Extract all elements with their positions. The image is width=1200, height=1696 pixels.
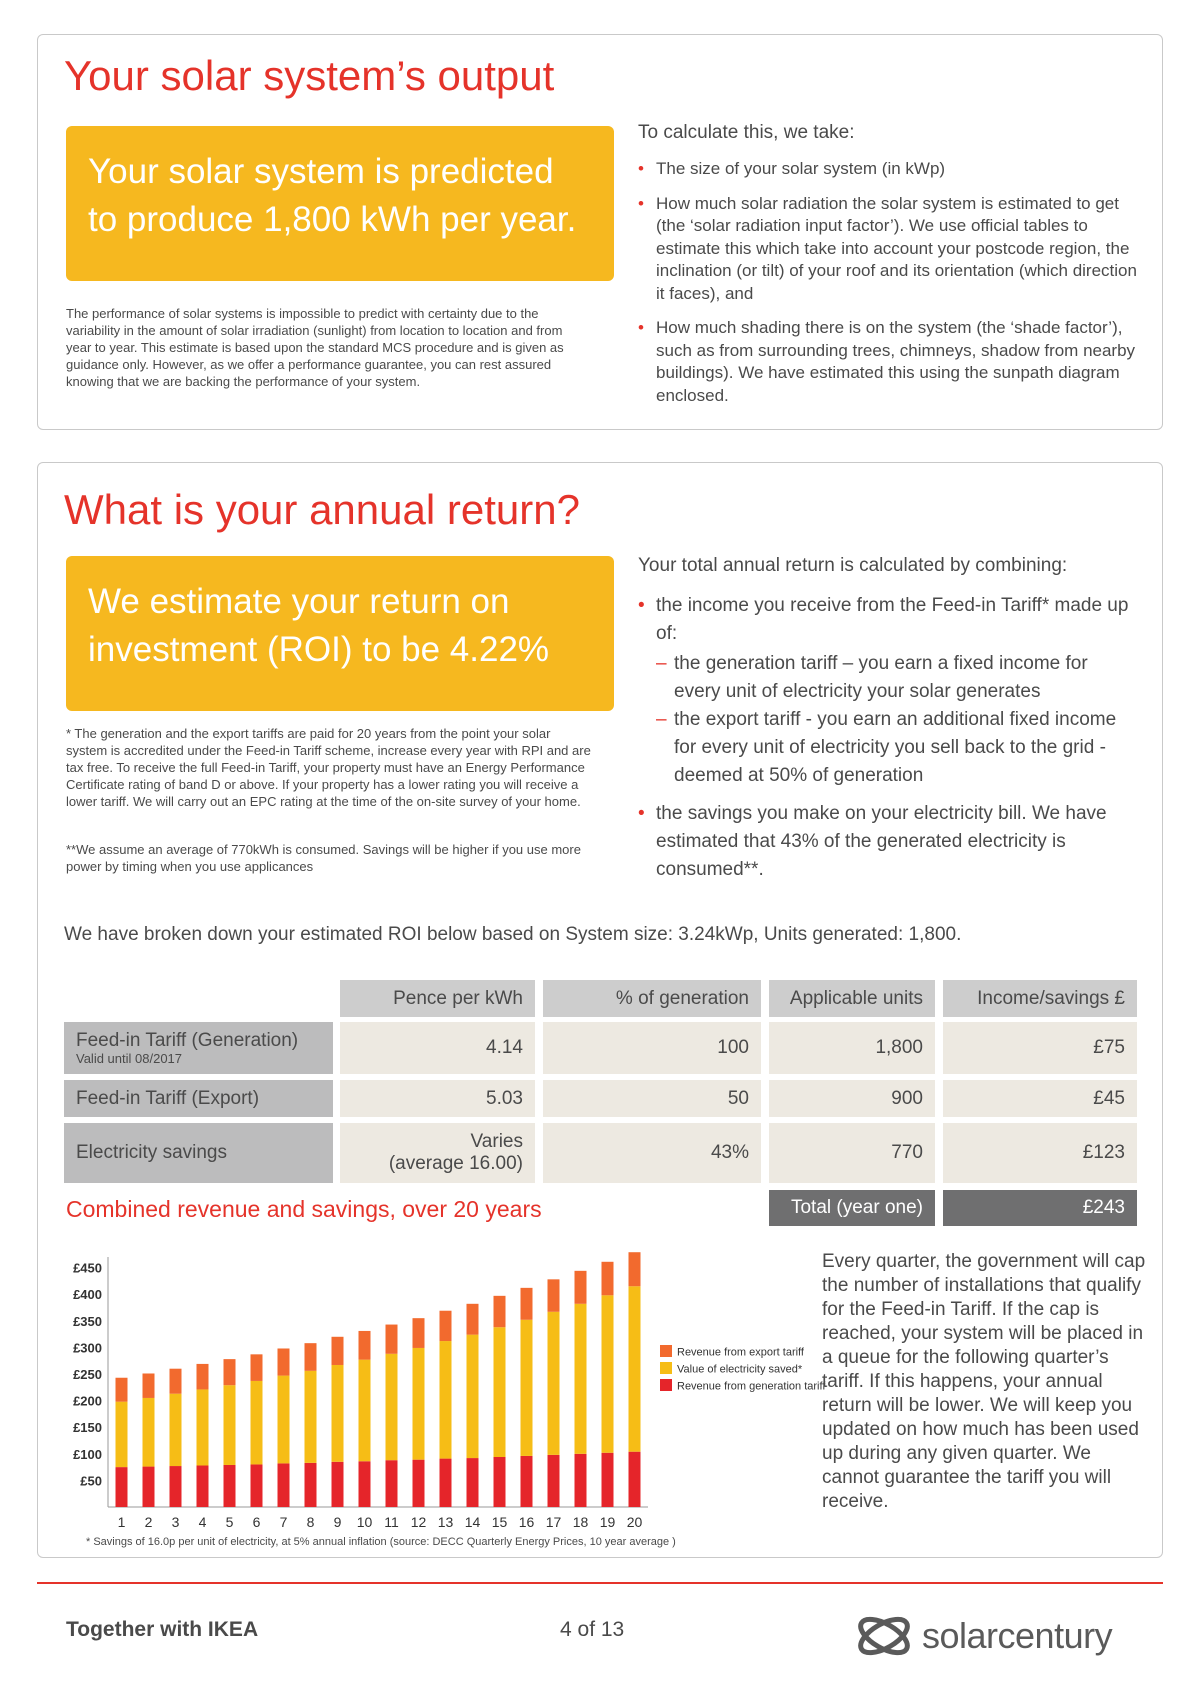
x-tick-label: 20 bbox=[626, 1514, 643, 1530]
bar-segment bbox=[332, 1462, 344, 1507]
bar-segment bbox=[251, 1464, 263, 1507]
header-pct-generation: % of generation bbox=[543, 980, 761, 1017]
y-tick-label: £350 bbox=[73, 1313, 102, 1329]
y-tick-label: £50 bbox=[80, 1473, 102, 1489]
table-cell: 43% bbox=[543, 1123, 761, 1183]
output-heading: Your solar system’s output bbox=[64, 52, 555, 99]
output-bullet: • How much solar radiation the solar system is estimated to get (the ‘solar radiation input factor’). We use official tables to estimate this which take into account your postcode region, the inclination (or tilt) of your roof and its orientation (which direction it faces), and bbox=[638, 193, 1138, 306]
bar-segment bbox=[251, 1381, 263, 1465]
bar-segment bbox=[602, 1453, 614, 1507]
x-tick-label: 17 bbox=[545, 1514, 562, 1530]
bar-segment bbox=[521, 1456, 533, 1507]
table-cell bbox=[340, 1123, 535, 1183]
bar-segment bbox=[116, 1378, 128, 1402]
bar-segment bbox=[575, 1271, 587, 1304]
bar-segment bbox=[413, 1318, 425, 1348]
legend-label: Revenue from export tariff bbox=[677, 1346, 804, 1359]
output-intro: To calculate this, we take: bbox=[638, 122, 855, 143]
y-tick-label: £200 bbox=[73, 1393, 102, 1409]
x-tick-label: 12 bbox=[410, 1514, 427, 1530]
header-income-savings: Income/savings £ bbox=[943, 980, 1137, 1017]
x-tick-label: 15 bbox=[491, 1514, 508, 1530]
ppk-average: (average 16.00) bbox=[388, 1153, 523, 1174]
output-bullet-list bbox=[638, 158, 1138, 419]
x-tick-label: 13 bbox=[437, 1514, 454, 1530]
bar-segment bbox=[440, 1311, 452, 1341]
table-cell: £123 bbox=[943, 1123, 1137, 1183]
x-tick-label: 2 bbox=[144, 1514, 153, 1530]
bar-segment bbox=[548, 1279, 560, 1311]
bar-segment bbox=[170, 1466, 182, 1507]
bar-segment bbox=[143, 1398, 155, 1467]
x-tick-label: 16 bbox=[518, 1514, 535, 1530]
x-tick-label: 5 bbox=[225, 1514, 234, 1530]
bar-segment bbox=[251, 1354, 263, 1381]
page-number: 4 of 13 bbox=[560, 1618, 625, 1641]
bar-segment bbox=[170, 1369, 182, 1394]
row-label-validity: Valid until 08/2017 bbox=[76, 1051, 183, 1066]
bar-segment bbox=[386, 1354, 398, 1460]
bar-segment bbox=[440, 1341, 452, 1459]
bar-segment bbox=[413, 1348, 425, 1460]
table-cell: 4.14 bbox=[340, 1022, 535, 1074]
generation-tariff-item: – the generation tariff – you earn a fixed income for every unit of electricity your solar generates bbox=[656, 650, 1138, 706]
x-tick-label: 4 bbox=[198, 1514, 207, 1530]
return-bullet-list bbox=[638, 592, 1138, 894]
row-label-fit-generation bbox=[64, 1022, 333, 1074]
bar-segment bbox=[521, 1320, 533, 1456]
solarcentury-logo-icon bbox=[852, 1610, 916, 1662]
bar-segment bbox=[629, 1252, 641, 1286]
bar-segment bbox=[224, 1465, 236, 1507]
table-cell: 100 bbox=[543, 1022, 761, 1074]
x-tick-label: 10 bbox=[356, 1514, 373, 1530]
bar-segment bbox=[629, 1286, 641, 1451]
bar-segment bbox=[278, 1348, 290, 1375]
bar-segment bbox=[224, 1385, 236, 1465]
chart-footnote: * Savings of 16.0p per unit of electricity, at 5% annual inflation (source: DECC Quarterly Energy Prices, 10 year average ) bbox=[86, 1536, 676, 1548]
legend-swatch bbox=[660, 1379, 672, 1391]
y-tick-label: £400 bbox=[73, 1287, 102, 1303]
bar-segment bbox=[359, 1461, 371, 1507]
bar-segment bbox=[629, 1452, 641, 1507]
bar-segment bbox=[224, 1359, 236, 1385]
x-tick-label: 3 bbox=[171, 1514, 180, 1530]
fit-income-text: the income you receive from the Feed-in Tariff* made up of: bbox=[656, 595, 1129, 644]
chart-title: Combined revenue and savings, over 20 years bbox=[66, 1196, 542, 1222]
output-highlight-box: Your solar system is predicted to produce 1,800 kWh per year. bbox=[66, 126, 614, 281]
bar-segment bbox=[116, 1467, 128, 1507]
bar-segment bbox=[197, 1364, 209, 1390]
bar-segment bbox=[278, 1376, 290, 1464]
bar-segment bbox=[413, 1460, 425, 1507]
quarter-cap-text: Every quarter, the government will cap the number of installations that qualify for the Feed-in Tariff. If the cap is reached, your system will be placed in a queue for the following quarter’s tariff. If this happens, your annual return will be lower. We will keep you updated on how much has been used up during any given quarter. We cannot guarantee the tariff you will receive. bbox=[822, 1251, 1146, 1512]
revenue-chart bbox=[66, 1240, 826, 1540]
output-bullet: • The size of your solar system (in kWp) bbox=[638, 158, 1138, 181]
bar-segment bbox=[494, 1296, 506, 1327]
x-tick-label: 19 bbox=[599, 1514, 616, 1530]
total-label: Total (year one) bbox=[769, 1190, 935, 1226]
bar-segment bbox=[305, 1463, 317, 1507]
bar-segment bbox=[386, 1325, 398, 1354]
bar-segment bbox=[305, 1371, 317, 1463]
logo-wordmark: solarcentury bbox=[922, 1615, 1113, 1656]
y-tick-label: £300 bbox=[73, 1340, 102, 1356]
legend-label: Value of electricity saved* bbox=[677, 1363, 803, 1376]
bar-segment bbox=[143, 1467, 155, 1507]
tariff-footnote: * The generation and the export tariffs are paid for 20 years from the point your solar system is accredited under the Feed-in Tariff scheme, increase every year with RPI and are tax free. To receive the full Feed-in Tariff, your property must have an Energy Performance Certificate rating of band D or above. If your property has a lower rating you will receive a lower tariff. We will carry out an EPC rating at the time of the on-site survey of your home. bbox=[66, 726, 591, 809]
table-cell: 770 bbox=[769, 1123, 935, 1183]
bar-segment bbox=[197, 1466, 209, 1507]
roi-highlight-box: We estimate your return on investment (ROI) to be 4.22% bbox=[66, 556, 614, 711]
x-tick-label: 14 bbox=[464, 1514, 481, 1530]
x-tick-label: 9 bbox=[333, 1514, 342, 1530]
bar-segment bbox=[467, 1458, 479, 1507]
row-label-main: Feed-in Tariff (Generation) bbox=[76, 1030, 299, 1051]
header-applicable-units: Applicable units bbox=[769, 980, 935, 1017]
table-cell: 1,800 bbox=[769, 1022, 935, 1074]
row-label-fit-export: Feed-in Tariff (Export) bbox=[64, 1080, 333, 1117]
x-tick-label: 7 bbox=[279, 1514, 288, 1530]
bar-segment bbox=[575, 1304, 587, 1454]
table-cell: £45 bbox=[943, 1080, 1137, 1117]
row-label-electricity-savings: Electricity savings bbox=[64, 1123, 333, 1183]
bar-segment bbox=[116, 1402, 128, 1467]
bar-segment bbox=[332, 1337, 344, 1365]
total-value: £243 bbox=[943, 1190, 1137, 1226]
return-heading: What is your annual return? bbox=[64, 486, 580, 533]
return-intro: Your total annual return is calculated by combining: bbox=[638, 555, 1068, 576]
bar-segment bbox=[548, 1312, 560, 1455]
output-bullet: • How much shading there is on the system (the ‘shade factor’), such as from surrounding trees, chimneys, shadow from nearby buildings). We have estimated this using the sunpath diagram enclosed. bbox=[638, 317, 1138, 407]
bar-segment bbox=[602, 1295, 614, 1452]
bar-segment bbox=[332, 1365, 344, 1462]
roi-breakdown-text: We have broken down your estimated ROI below based on System size: 3.24kWp, Units generated: 1,800. bbox=[64, 924, 962, 945]
y-tick-label: £150 bbox=[73, 1420, 102, 1436]
legend-label: Revenue from generation tariff bbox=[677, 1380, 826, 1393]
bar-segment bbox=[440, 1459, 452, 1507]
table-cell: 900 bbox=[769, 1080, 935, 1117]
export-tariff-item: – the export tariff - you earn an additional fixed income for every unit of electricity you sell back to the grid - deemed at 50% of generation bbox=[656, 706, 1138, 790]
output-disclaimer: The performance of solar systems is impossible to predict with certainty due to the variability in the amount of solar irradiation (sunlight) from location to location and from year to year. This estimate is based upon the standard MCS procedure and is given as guidance only. However, as we offer a performance guarantee, you can rest assured knowing that we are backing the performance of your system. bbox=[66, 306, 564, 389]
fit-income-bullet bbox=[638, 592, 1138, 790]
bar-segment bbox=[521, 1288, 533, 1320]
bar-segment bbox=[548, 1455, 560, 1507]
solarcentury-logo bbox=[852, 1610, 1112, 1662]
table-cell: 5.03 bbox=[340, 1080, 535, 1117]
x-tick-label: 8 bbox=[306, 1514, 315, 1530]
x-tick-label: 6 bbox=[252, 1514, 261, 1530]
footer-divider bbox=[37, 1582, 1163, 1584]
x-tick-label: 18 bbox=[572, 1514, 589, 1530]
savings-bullet: • the savings you make on your electricity bill. We have estimated that 43% of the generated electricity is consumed**. bbox=[638, 800, 1138, 884]
bar-segment bbox=[197, 1389, 209, 1465]
x-tick-label: 11 bbox=[384, 1514, 399, 1530]
bar-segment bbox=[359, 1331, 371, 1360]
consumption-footnote: **We assume an average of 770kWh is consumed. Savings will be higher if you use more power by timing when you use applicances bbox=[66, 842, 581, 874]
bar-segment bbox=[305, 1343, 317, 1371]
header-pence-per-kwh: Pence per kWh bbox=[340, 980, 535, 1017]
fit-sub-list bbox=[656, 650, 1138, 790]
table-cell: £75 bbox=[943, 1022, 1137, 1074]
y-tick-label: £250 bbox=[73, 1367, 102, 1383]
x-tick-label: 1 bbox=[117, 1514, 126, 1530]
bar-segment bbox=[494, 1327, 506, 1457]
bar-segment bbox=[467, 1335, 479, 1458]
y-tick-label: £450 bbox=[73, 1260, 102, 1276]
bar-segment bbox=[494, 1457, 506, 1507]
footer-partner: Together with IKEA bbox=[66, 1618, 259, 1641]
bar-segment bbox=[386, 1460, 398, 1507]
bar-segment bbox=[467, 1304, 479, 1335]
table-cell: 50 bbox=[543, 1080, 761, 1117]
bar-segment bbox=[359, 1360, 371, 1462]
legend-swatch bbox=[660, 1362, 672, 1374]
bar-segment bbox=[278, 1463, 290, 1507]
bar-segment bbox=[143, 1373, 155, 1397]
legend-swatch bbox=[660, 1345, 672, 1357]
bar-segment bbox=[602, 1262, 614, 1296]
bar-segment bbox=[575, 1454, 587, 1507]
bar-segment bbox=[170, 1394, 182, 1466]
y-tick-label: £100 bbox=[73, 1446, 102, 1462]
ppk-varies: Varies bbox=[470, 1131, 523, 1152]
